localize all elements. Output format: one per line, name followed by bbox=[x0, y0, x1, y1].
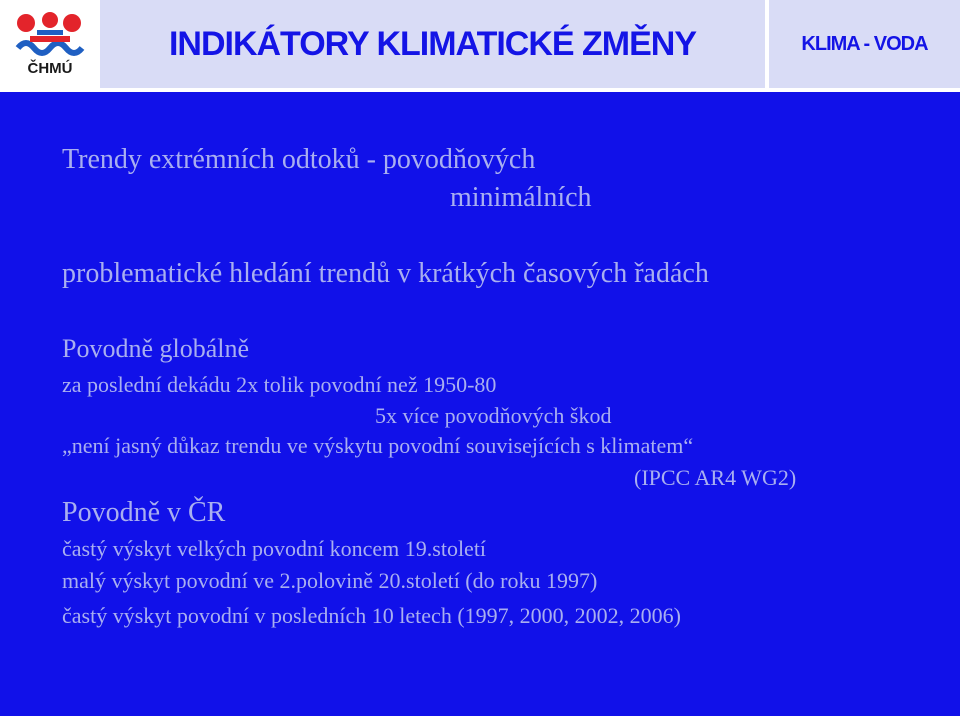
quote-line: „není jasný důkaz trendu ve výskytu povodní souvisejících s klimatem“ bbox=[62, 433, 694, 458]
text-line: častý výskyt povodní v posledních 10 letech (1997, 2000, 2002, 2006) bbox=[62, 603, 681, 628]
citation: (IPCC AR4 WG2) bbox=[634, 465, 797, 490]
heading-problem: problematické hledání trendů v krátkých časových řadách bbox=[62, 258, 709, 289]
text-line: častý výskyt velkých povodní koncem 19.století bbox=[62, 536, 487, 561]
chmu-logo bbox=[0, 0, 100, 88]
page-title: INDIKÁTORY KLIMATICKÉ ZMĚNY bbox=[168, 24, 697, 63]
heading-trends: Trendy extrémních odtoků - povodňových bbox=[62, 144, 536, 175]
text-line: za poslední dekádu 2x tolik povodní než 1950-80 bbox=[62, 372, 497, 397]
header bbox=[0, 0, 960, 88]
heading-cr: Povodně v ČR bbox=[62, 497, 226, 528]
logo-text: ČHMÚ bbox=[27, 60, 73, 77]
heading-trends-cont: minimálních bbox=[450, 182, 592, 213]
text-line: malý výskyt povodní ve 2.polovině 20.století (do roku 1997) bbox=[62, 568, 598, 593]
chmu-logo-icon bbox=[0, 0, 100, 60]
slide-body bbox=[0, 92, 960, 716]
heading-global: Povodně globálně bbox=[62, 334, 250, 363]
section-tag: KLIMA - VODA bbox=[801, 32, 928, 55]
tag-band bbox=[769, 0, 960, 88]
text-line: 5x více povodňových škod bbox=[375, 403, 612, 428]
title-band bbox=[100, 0, 765, 88]
